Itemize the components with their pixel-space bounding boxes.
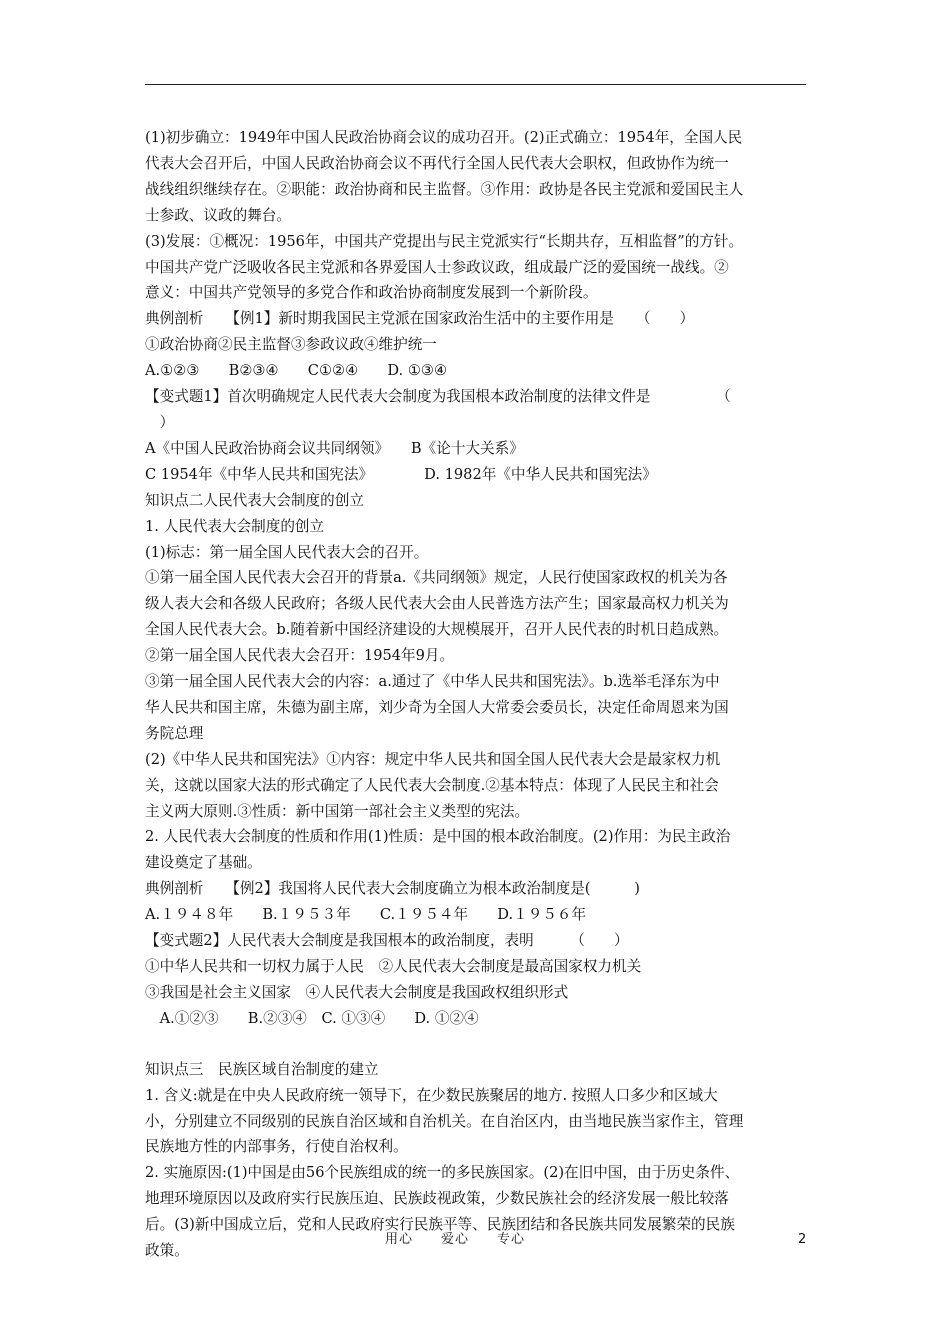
footer-motto: 用心 爱心 专心 (385, 1232, 526, 1247)
text-line: A《中国人民政治协商会议共同纲领》 B《论十大关系》 (145, 439, 524, 457)
text-line: A.１９４８年 B.１９５３年 C.１９５４年 D.１９５６年 (145, 906, 587, 924)
text-line: 典例剖析 【例1】新时期我国民主党派在国家政治生活中的主要作用是 （ ） (145, 310, 695, 328)
text-line: ①中华人民共和一切权力属于人民 ②人民代表大会制度是最高国家权力机关 (145, 958, 642, 975)
text-line: ②第一届全国人民代表大会召开：1954年9月。 (145, 647, 455, 665)
text-line: (1)初步确立：1949年中国人民政治协商会议的成功召开。(2)正式确立：1954年，全国人民 (145, 129, 743, 146)
text-line: 关，这就以国家大法的形式确定了人民代表大会制度.②基本特点：体现了人民民主和社会 (145, 776, 719, 794)
text-line: 民族地方性的内部事务，行使自治权利。 (145, 1138, 408, 1156)
text-line: ③第一届全国人民代表大会的内容：a.通过了《中华人民共和国宪法》。b.选举毛泽东为中 (145, 673, 720, 691)
text-line: C 1954年《中华人民共和国宪法》 D. 1982年《中华人民共和国宪法》 (145, 465, 657, 483)
text-line: ③我国是社会主义国家 ④人民代表大会制度是我国政权组织形式 (145, 983, 569, 1001)
text-line: 知识点三 民族区域自治制度的建立 (145, 1060, 379, 1078)
text-line: 小，分别建立不同级别的民族自治区域和自治机关。在自治区内，由当地民族当家作主，管理 (145, 1112, 744, 1130)
page-number: 2 (798, 1232, 807, 1247)
text-line: 2. 人民代表大会制度的性质和作用(1)性质：是中国的根本政治制度。(2)作用：为民主政治 (145, 828, 731, 846)
blank-line (145, 1032, 817, 1057)
text-line: 主义两大原则.③性质：新中国第一部社会主义类型的宪法。 (145, 802, 530, 820)
text-line: A.①②③ B②③④ C①②④ D. ①③④ (145, 362, 448, 380)
text-line: 中国共产党广泛吸收各民主党派和各界爱国人士参政议政，组成最广泛的爱国统一战线。② (145, 258, 729, 276)
text-line: 士参政、议政的舞台。 (145, 206, 291, 224)
text-line: ①第一届全国人民代表大会召开的背景a.《共同纲领》规定，人民行使国家政权的机关为各 (145, 569, 728, 587)
text-line: 务院总理 (145, 724, 204, 742)
text-line: 1. 人民代表大会制度的创立 (145, 517, 325, 535)
text-line: (1)标志：第一届全国人民代表大会的召开。 (145, 543, 429, 561)
document-body (145, 125, 817, 1264)
text-line: 1. 含义:就是在中央人民政府统一领导下，在少数民族聚居的地方. 按照人口多少和区域大 (145, 1086, 718, 1104)
text-line: (3)发展：①概况：1956年，中国共产党提出与民主党派实行“长期共存，互相监督”的方针。 (145, 232, 744, 250)
text-line: 政策。 (145, 1242, 189, 1260)
text-line: 【变式题2】人民代表大会制度是我国根本的政治制度，表明 （ ） (145, 932, 629, 950)
text-line: ） (145, 413, 175, 431)
text-line: 地理环境原因以及政府实行民族压迫、民族歧视政策，少数民族社会的经济发展一般比较落 (145, 1190, 729, 1208)
text-line: 建设奠定了基础。 (145, 854, 262, 872)
text-line: 知识点二人民代表大会制度的创立 (145, 491, 364, 509)
text-line: 战线组织继续存在。②职能：政治协商和民主监督。③作用：政协是各民主党派和爱国民主人 (145, 180, 744, 198)
text-line: ①政治协商②民主监督③参政议政④维护统一 (145, 336, 437, 354)
text-line: 2. 实施原因:(1)中国是由56个民族组成的统一的多民族国家。(2)在旧中国，由于历史条件、 (145, 1164, 740, 1182)
header-rule (145, 84, 806, 85)
text-line: 级人表大会和各级人民政府；各级人民代表大会由人民普选方法产生；国家最高权力机关为 (145, 595, 729, 613)
text-line: A.①②③ B.②③④ C. ①③④ D. ①②④ (145, 1009, 479, 1027)
text-line: 【变式题1】首次明确规定人民代表大会制度为我国根本政治制度的法律文件是 （ (145, 388, 731, 406)
text-line: 后。(3)新中国成立后，党和人民政府实行民族平等、民族团结和各民族共同发展繁荣的民族 (145, 1216, 735, 1234)
text-line: 意义：中国共产党领导的多党合作和政治协商制度发展到一个新阶段。 (145, 284, 598, 302)
text-line: 典例剖析 【例2】我国将人民代表大会制度确立为根本政治制度是( ) (145, 880, 640, 898)
text-line: 全国人民代表大会。b.随着新中国经济建设的大规模展开，召开人民代表的时机日趋成熟。 (145, 621, 729, 639)
text-line: 代表大会召开后，中国人民政治协商会议不再代行全国人民代表大会职权，但政协作为统一 (145, 154, 729, 172)
text-line: 华人民共和国主席，朱德为副主席，刘少奇为全国人大常委会委员长，决定任命周恩来为国 (145, 698, 729, 716)
text-line: (2)《中华人民共和国宪法》①内容：规定中华人民共和国全国人民代表大会是最家权力机 (145, 750, 721, 768)
